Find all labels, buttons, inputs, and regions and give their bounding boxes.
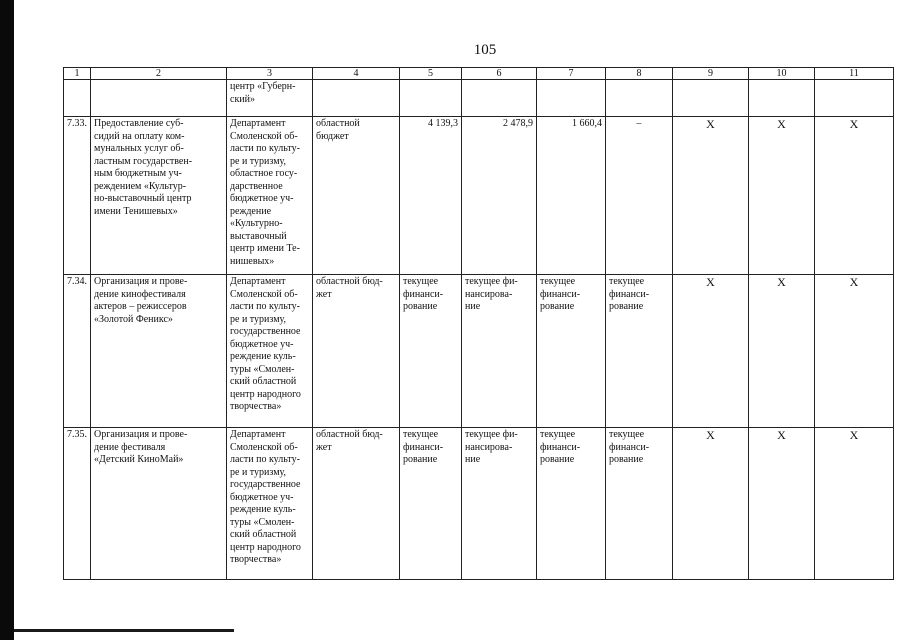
amount-year-1: текущее фи- нансирова- ние xyxy=(462,428,537,580)
amount-year-2: текущее финанси- рование xyxy=(537,428,606,580)
amount-year-2: текущее финанси- рование xyxy=(537,275,606,428)
funding-source: областной бюджет xyxy=(313,117,400,275)
measure-description: Организация и прове- дение кинофестиваля актеров – режиссеров «Золотой Феникс» xyxy=(91,275,227,428)
executor-cell: Департамент Смоленской об- ласти по культу- ре и туризму, государственное бюджетное уч- реждение куль- туры «Смолен- ский областной центр народного творчества» xyxy=(227,428,313,580)
amount-total: 4 139,3 xyxy=(400,117,462,275)
amount-year-2: 1 660,4 xyxy=(537,117,606,275)
amount-total: текущее финанси- рование xyxy=(400,275,462,428)
indicator-cell: Х xyxy=(749,428,815,580)
column-header: 2 xyxy=(91,68,227,80)
executor-cell: Департамент Смоленской об- ласти по культу- ре и туризму, областное госу- дарственное бюджетное уч- реждение «Культурно- выставочный центр имени Те- нишевых» xyxy=(227,117,313,275)
amount-total: текущее финанси- рование xyxy=(400,428,462,580)
continuation-row xyxy=(64,80,894,117)
measure-description: Организация и прове- дение фестиваля «Детский КиноМай» xyxy=(91,428,227,580)
funding-source: областной бюд- жет xyxy=(313,428,400,580)
executor-cell: центр «Губерн- ский» xyxy=(227,80,313,117)
measure-description: Предоставление суб- сидий на оплату ком- мунальных услуг об- ластным государствен- ным бюджетным уч- реждением «Культур- но-выставочный центр имени Тенишевых» xyxy=(91,117,227,275)
indicator-cell: Х xyxy=(749,275,815,428)
amount-year-3: – xyxy=(606,117,673,275)
amount-year-3: текущее финанси- рование xyxy=(606,275,673,428)
indicator-cell: Х xyxy=(673,428,749,580)
indicator-cell: Х xyxy=(815,428,894,580)
column-header: 6 xyxy=(462,68,537,80)
funding-source: областной бюд- жет xyxy=(313,275,400,428)
table-cell xyxy=(815,80,894,117)
scan-bottom-mark xyxy=(14,629,234,632)
table-row xyxy=(64,428,894,580)
column-header: 11 xyxy=(815,68,894,80)
indicator-cell: Х xyxy=(673,275,749,428)
indicator-cell: Х xyxy=(673,117,749,275)
executor-cell: Департамент Смоленской об- ласти по культу- ре и туризму, государственное бюджетное уч- реждение куль- туры «Смолен- ский областной центр народного творчества» xyxy=(227,275,313,428)
column-header: 9 xyxy=(673,68,749,80)
amount-year-1: текущее фи- нансирова- ние xyxy=(462,275,537,428)
table-cell xyxy=(91,80,227,117)
table-row xyxy=(64,275,894,428)
table-cell xyxy=(462,80,537,117)
table-row xyxy=(64,117,894,275)
amount-year-1: 2 478,9 xyxy=(462,117,537,275)
table-cell xyxy=(606,80,673,117)
column-header: 8 xyxy=(606,68,673,80)
table-cell xyxy=(749,80,815,117)
indicator-cell: Х xyxy=(749,117,815,275)
amount-year-3: текущее финанси- рование xyxy=(606,428,673,580)
budget-table xyxy=(63,67,894,580)
column-header: 7 xyxy=(537,68,606,80)
row-number: 7.35. xyxy=(64,428,91,580)
table-cell xyxy=(400,80,462,117)
column-header: 1 xyxy=(64,68,91,80)
column-header: 3 xyxy=(227,68,313,80)
column-header: 10 xyxy=(749,68,815,80)
scan-edge-shadow xyxy=(0,0,14,640)
table-cell xyxy=(537,80,606,117)
indicator-cell: Х xyxy=(815,275,894,428)
page-number: 105 xyxy=(473,42,497,58)
row-number: 7.33. xyxy=(64,117,91,275)
table-cell xyxy=(313,80,400,117)
table-cell xyxy=(64,80,91,117)
column-number-row xyxy=(64,68,894,80)
column-header: 4 xyxy=(313,68,400,80)
row-number: 7.34. xyxy=(64,275,91,428)
table-cell xyxy=(673,80,749,117)
column-header: 5 xyxy=(400,68,462,80)
indicator-cell: Х xyxy=(815,117,894,275)
